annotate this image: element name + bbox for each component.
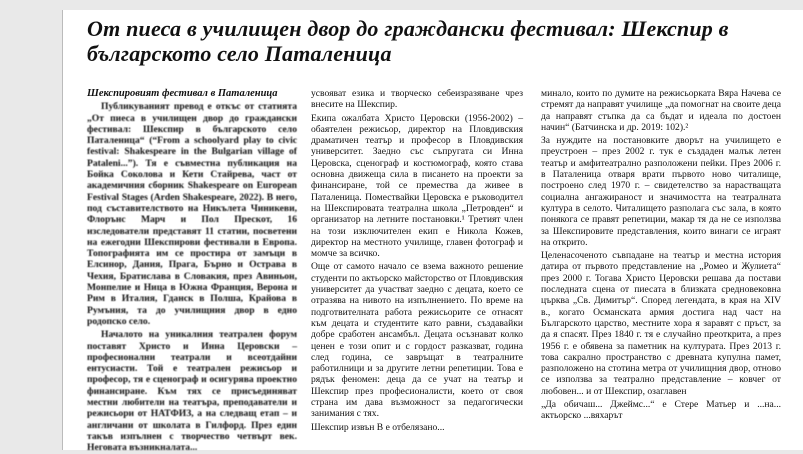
paragraph: „Да обичаш... Джеймс...“ е Стере Матьер и ...на... актьорско ...вяхарът [541, 399, 781, 422]
article-subtitle: Шекспировият фестивал в Паталеница [87, 88, 278, 99]
paragraph: Целенасоченото съвпадане на театър и местна история датира от първото представление на „Ромео и Жулиета“ през 2000 г. Тогава Христо Церовски решава да постави последната сцена от пиесата в близката средновековна църква „Св. Димитър“. Според легендата, в края на XIV в., когато Османската армия достига над част на Българското царство, местните хора я заравят с пръст, за да я спасят. През 1840 г. тя е случайно преоткрита, а през 1956 г. е обявена за паметник на културата. През 2013 г. това сакрално пространство с древната купулна памет, разположено на стотина метра от училищния двор, отново се използва за театрално представление – ковчег от любовен... и от Шекспир, озаглавен [541, 250, 781, 397]
paragraph: минало, които по думите на режисьорката Вяра Начева се стремят да направят училище „да помогнат на своите деца да направят стъпка да са бъдат и идеала по достоен начин“ (Батчинска и др. 2019: 102).² [541, 88, 781, 133]
article-page [62, 10, 803, 454]
paragraph: Екипа ожалбата Христо Церовски (1956-2002) – обаятелен режисьор, директор на Пловдивския драматичен театър и професор в Пловдивския университет. Заедно със съпругата си Инна Церовска, сценограф и костюмограф, която става основна движеща сила в писането на проекти за финансиране, той се премества да живее в Паталеница. Помествайки Церовска е ръководител на Шекспировата театрална школа „Петровден“ и организатор на летните постановки.¹ Третият член на този изключителен екип е Никола Кожев, директор на местното училище, главен фотограф и момче за всичко. [311, 112, 523, 260]
column-1-body [87, 101, 297, 454]
paragraph: усвояват езика и творческо себеизразяване чрез внесите на Шекспир. [311, 88, 523, 111]
article-title: От пиеса в училищен двор до граждански фестивал: Шекспир в българското село Паталеница [87, 16, 729, 66]
paragraph: Публикуваният превод е откъс от статията „От пиеса в училищен двор до граждански фестивал: Шекспир в българското село Паталеница“ (“From a schoolyard play to civic festival: Shakespeare in the Bulgarian village of Pataleni...”). Тя е съвместна публикация на Бойка Соколова и Кети Стайрева, част от академичния сборник Shakespeare on European Festival Stages (Arden Shakespeare, 2022). В него, под съставителството на Никълета Чиникеви, Флорънс Марч и Пол Прескот, 16 изследователи представят 11 статии, посветени на ежегодни Шекспирови фестивали в Европа. Топографията им се простира от замъци в Елсинор, Дания, Прага, Бърно и Острава в Чехия, Братислава в Словакия, през Авиньон, Монпелие и Ница в Южна Франция, Верона и Рим в Италия, Гданск в Полша, Крайова в Румъния, та до училищния двор в едно родопско село. [87, 101, 297, 327]
paragraph: Началото на уникалния театрален форум поставят Христо и Инна Церовски – професионални театрали и всеотдайни ентусиасти. Той е театрален режисьор и професор, тя е сценограф и осигурява проектно финансиране. Към тях се присъединяват местни любители на театъра, преподаватели и режисьори от НАТФИЗ, а на следващ етап – и англичани от школата в Гилфорд. През един такъв изпълнен с творчество четвърт век. Неговата възникналата... [87, 329, 297, 454]
article-column-1 [87, 88, 297, 454]
paragraph: Още от самото начало се взема важното решение студенти по актьорско майсторство от Пловдивския университет да участват заедно с децата, което се отразява на нивото на изпълнението. По време на подготвителната работа режисьорите се отнасят към децата и студентите като равни, създавайки добре сработен ансамбъл. Децата осъзнават колко ценен е този опит и с гордост разказват, година след година, се завръщат в театралните работилници и за другите летни репетиции. Това е рядък феномен: деца да се учат на театър и Шекспир през професионалисти, което от своя страна им дава възможност за педагогически занимания с тях. [311, 261, 523, 420]
article-column-3 [541, 88, 781, 448]
column-2-body [311, 88, 523, 446]
paragraph: Шекспир извън В е отбелязано... [311, 421, 445, 433]
paragraph: За нуждите на постановките дворът на училището е преустроен – през 2002 г. тук е създаден малък летен театър и амфитеатрално разположени пейки. През 2006 г. в Паталеница отваря врати първото ново читалище, построено след 1970 г. – свидетелство за нарастващата социална ангажираност и значимостта на театралната култура в селото. Читалището разполага със зала, в която понякога се правят репетиции, макар тя да не се използва за Шекспировите представления, които винаги се играят на открито. [541, 135, 781, 248]
column-3-body [541, 88, 781, 448]
article-column-2 [311, 88, 523, 446]
